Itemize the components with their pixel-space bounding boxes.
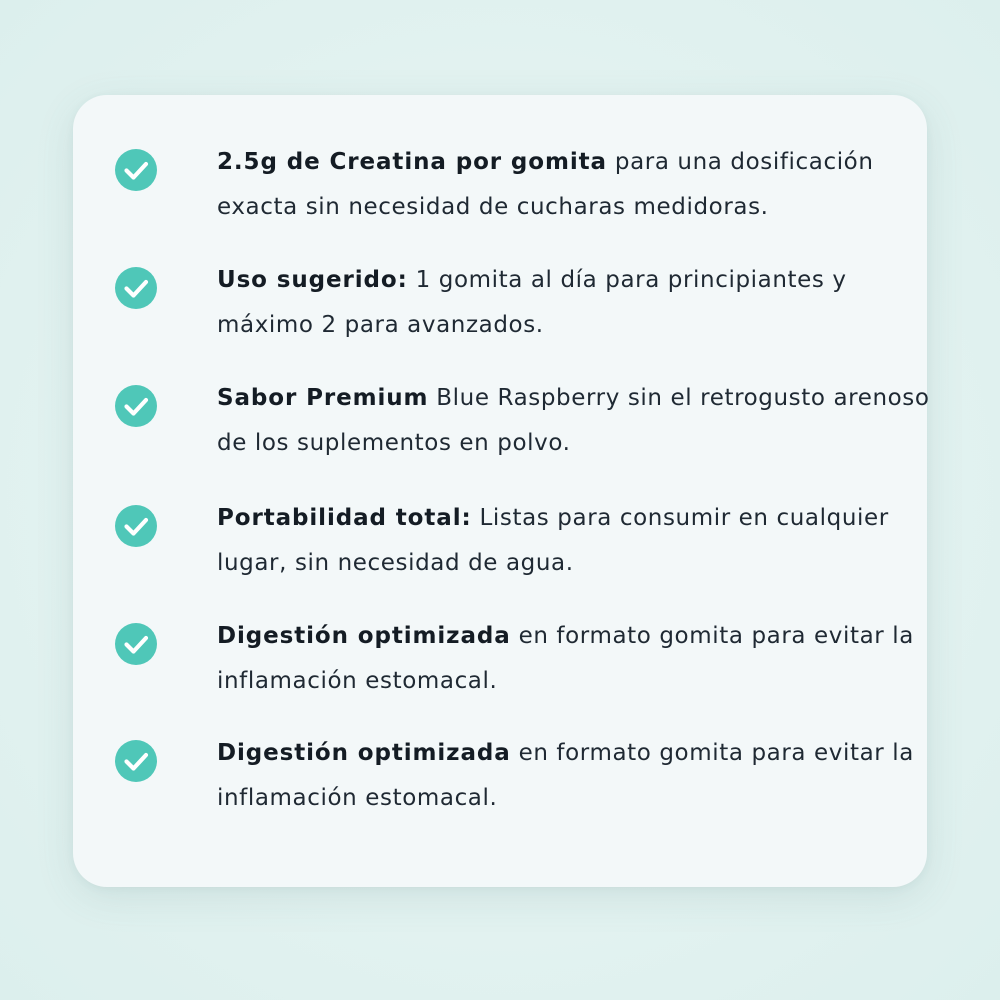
benefit-title: Digestión optimizada (217, 623, 511, 649)
check-circle-icon (115, 623, 157, 665)
benefit-description: Listas para consumir en cualquier lugar, sin necesidad de agua. (217, 505, 889, 576)
benefit-title: 2.5g de Creatina por gomita (217, 149, 607, 175)
benefit-text (217, 140, 937, 230)
benefit-title: Portabilidad total: (217, 505, 472, 531)
check-circle-icon (115, 505, 157, 547)
check-circle-icon (115, 267, 157, 309)
benefits-card (73, 95, 930, 887)
benefit-text (217, 614, 937, 704)
benefit-text (217, 496, 937, 586)
benefit-text (217, 376, 937, 466)
benefit-description: 1 gomita al día para principiantes y máximo 2 para avanzados. (217, 267, 847, 338)
benefit-title: Sabor Premium (217, 385, 429, 411)
benefit-description: Blue Raspberry sin el retrogusto arenoso de los suplementos en polvo. (217, 385, 930, 456)
benefit-description: en formato gomita para evitar la inflamación estomacal. (217, 740, 914, 811)
benefit-title: Digestión optimizada (217, 740, 511, 766)
benefit-text (217, 258, 937, 348)
check-circle-icon (115, 149, 157, 191)
check-circle-icon (115, 740, 157, 782)
benefit-description: para una dosificación exacta sin necesidad de cucharas medidoras. (217, 149, 874, 220)
benefit-description: en formato gomita para evitar la inflamación estomacal. (217, 623, 914, 694)
benefit-title: Uso sugerido: (217, 267, 408, 293)
check-circle-icon (115, 385, 157, 427)
benefit-text (217, 731, 937, 821)
